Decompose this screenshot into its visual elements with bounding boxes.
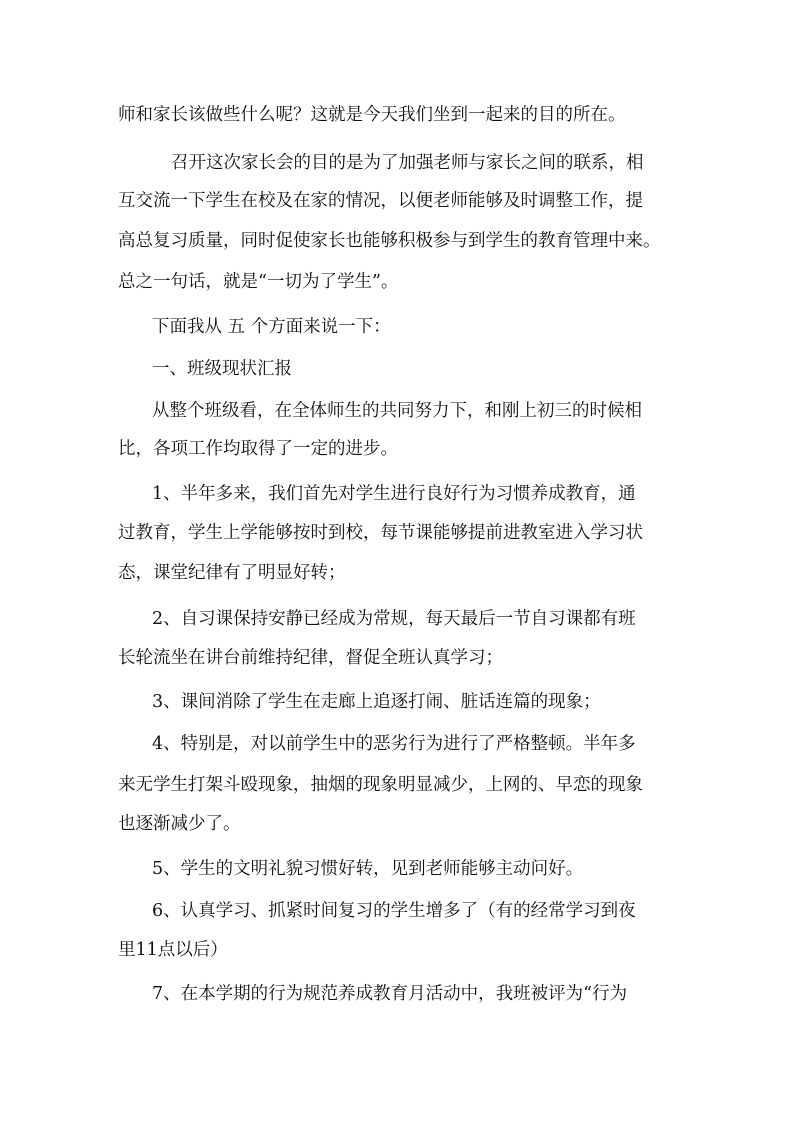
text-line: 1、半年多来，我们首先对学生进行良好行为习惯养成教育，通 (152, 484, 636, 504)
text-line: 师和家长该做些什么呢？这就是今天我们坐到一起来的目的所在。 (118, 105, 626, 125)
text-line: 比，各项工作均取得了一定的进步。 (118, 439, 398, 459)
text-line: 召开这次家长会的目的是为了加强老师与家长之间的联系，相 (171, 153, 644, 173)
text-line: 态，课堂纪律有了明显好转； (118, 563, 346, 583)
text-line: 3、课间消除了学生在走廊上追逐打闹、脏话连篇的现象； (152, 692, 601, 712)
text-line: 里11点以后） (118, 940, 228, 960)
text-line: 6、认真学习、抓紧时间复习的学生增多了（有的经常学习到夜 (152, 901, 636, 921)
text-line: 过教育，学生上学能够按时到校，每节课能够提前进教室进入学习状 (118, 523, 643, 543)
text-line: 7、在本学期的行为规范养成教育月活动中，我班被评为“行为 (152, 984, 628, 1004)
text-line: 总之一句话，就是“一切为了学生”。 (118, 272, 399, 292)
text-line: 高总复习质量，同时促使家长也能够积极参与到学生的教育管理中来。 (118, 231, 661, 251)
text-line: 5、学生的文明礼貌习惯好转，见到老师能够主动问好。 (152, 859, 584, 879)
text-line: 下面我从 五 个方面来说一下： (152, 317, 391, 337)
text-line: 从整个班级看，在全体师生的共同努力下，和刚上初三的时候相 (152, 401, 642, 421)
text-line: 长轮流坐在讲台前维持纪律，督促全班认真学习； (118, 648, 503, 668)
text-line: 来无学生打架斗殴现象，抽烟的现象明显减少，上网的、早恋的现象 (118, 775, 643, 795)
text-line: 2、自习课保持安静已经成为常规，每天最后一节自习课都有班 (152, 609, 636, 629)
text-line: 也逐渐减少了。 (118, 814, 241, 834)
section-heading: 一、班级现状汇报 (152, 359, 292, 379)
text-line: 互交流一下学生在校及在家的情况，以便老师能够及时调整工作，提 (118, 191, 643, 211)
text-line: 4、特别是，对以前学生中的恶劣行为进行了严格整顿。半年多 (152, 734, 636, 754)
